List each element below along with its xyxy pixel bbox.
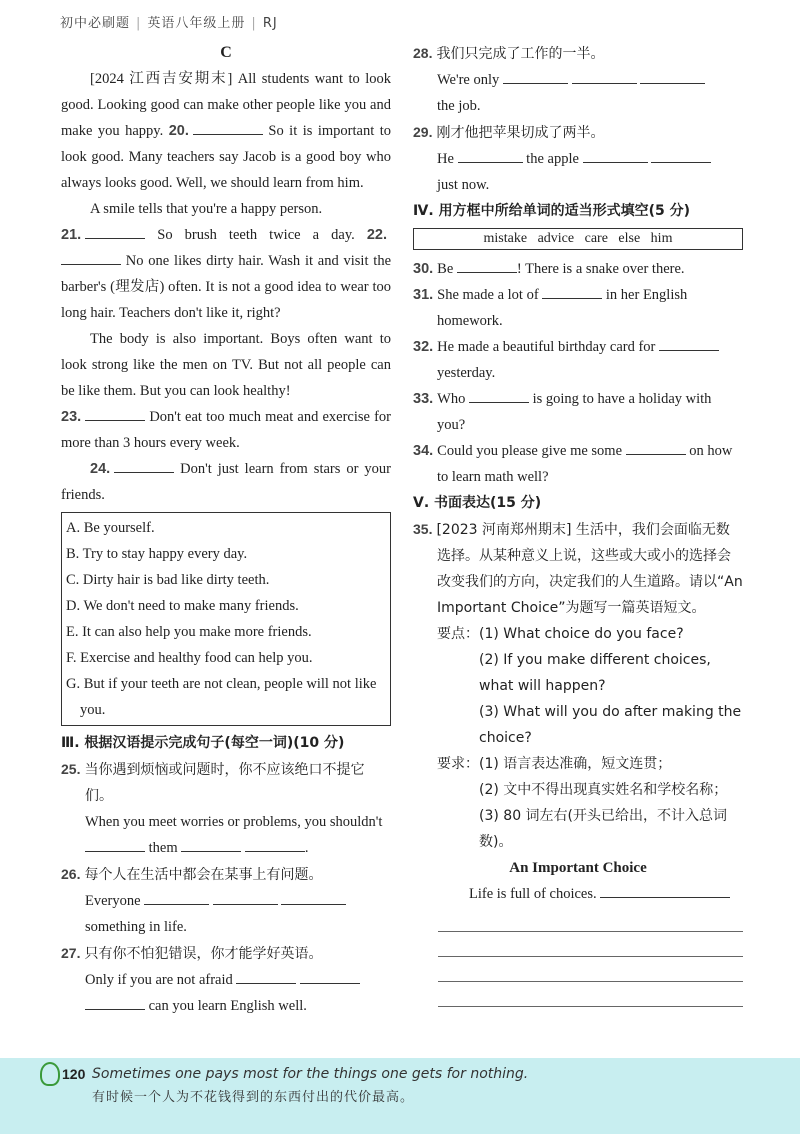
- question-28-en: We're only the job.: [413, 67, 743, 119]
- blank-29a[interactable]: [458, 146, 523, 163]
- blank-28c[interactable]: [640, 67, 705, 84]
- option-c: C. Dirty hair is bad like dirty teeth.: [66, 572, 270, 588]
- blank-27c[interactable]: [85, 993, 145, 1010]
- question-31: 31. She made a lot of in her English homework.: [413, 282, 743, 334]
- blank-23[interactable]: [85, 404, 145, 421]
- section-4-title: Ⅳ. 用方框中所给单词的适当形式填空(5 分): [413, 203, 690, 219]
- passage-para-4: 24. Don't just learn from stars or your friends.: [61, 456, 391, 508]
- blank-26a[interactable]: [144, 888, 209, 905]
- section-c-title: C: [220, 44, 232, 61]
- subject-name: 英语八年级上册: [147, 16, 246, 31]
- essay-line-4[interactable]: [438, 982, 743, 1007]
- passage-para-3b: 23. Don't eat too much meat and exercise for more than 3 hours every week.: [61, 404, 391, 456]
- essay-line-3[interactable]: [438, 957, 743, 982]
- blank-31[interactable]: [542, 282, 602, 299]
- page-header: 初中必刷题 | 英语八年级上册 | RJ: [60, 16, 278, 31]
- option-b: B. Try to stay happy every day.: [66, 546, 248, 562]
- points: 要点：(1) What choice do you face? (2) If you make different choices, what will happen? (3) What will you do after making the choice?: [437, 626, 742, 746]
- blank-25c[interactable]: [245, 835, 305, 852]
- proverb-en: Sometimes one pays most for the things one gets for nothing.: [92, 1066, 529, 1082]
- passage-para-2b: 21. So brush teeth twice a day. 22. No one likes dirty hair. Wash it and visit the barber's (理发店) often. It is not a good idea to wear too long hair. Teachers don't like it, right?: [61, 222, 391, 326]
- word-box: mistake advice care else him: [413, 228, 743, 250]
- blank-32[interactable]: [659, 334, 719, 351]
- blank-25b[interactable]: [181, 835, 241, 852]
- question-27-en: Only if you are not afraid can you learn English well.: [61, 967, 391, 1019]
- option-d: D. We don't need to make many friends.: [66, 598, 299, 614]
- blank-28b[interactable]: [572, 67, 637, 84]
- blank-26b[interactable]: [213, 888, 278, 905]
- question-28: 28. 我们只完成了工作的一半。: [413, 45, 605, 62]
- passage-para-2: A smile tells that you're a happy person.: [90, 201, 323, 217]
- essay-start: Life is full of choices.: [413, 881, 743, 907]
- essay-line-2[interactable]: [438, 932, 743, 957]
- section-5-title: Ⅴ. 书面表达(15 分): [413, 495, 542, 511]
- passage-para-1: [2024 江西吉安期末] All students want to look good. Looking good can make other people like you and make you happy. 20. So it is important to look good. Many teachers say Jacob is a good boy who always looks good. Well, we should learn from him.: [61, 71, 391, 191]
- essay-line-0[interactable]: [600, 881, 730, 898]
- proverb-zh: 有时候一个人为不花钱得到的东西付出的代价最高。: [92, 1090, 415, 1105]
- page-number: 120: [62, 1066, 86, 1082]
- options-box: [61, 512, 391, 726]
- blank-24[interactable]: [114, 456, 174, 473]
- blank-27b[interactable]: [300, 967, 360, 984]
- blank-28a[interactable]: [503, 67, 568, 84]
- essay-line-1[interactable]: [438, 907, 743, 932]
- passage-para-3: The body is also important. Boys often want to look strong like the men on TV. But not all people can be like them. But you can look healthy!: [61, 331, 391, 399]
- question-34: 34. Could you please give me some on how to learn math well?: [413, 438, 743, 490]
- left-column: [61, 40, 391, 1019]
- option-g: G. But if your teeth are not clean, people will not like you.: [66, 676, 377, 718]
- essay-title: An Important Choice: [509, 860, 647, 876]
- blank-27a[interactable]: [236, 967, 296, 984]
- lightbulb-icon: [40, 1062, 60, 1086]
- question-29-en: He the apple just now.: [413, 146, 743, 198]
- right-column: [413, 40, 743, 1007]
- question-26-en: Everyone something in life.: [61, 888, 391, 940]
- question-35: 35. [2023 河南郑州期末] 生活中，我们会面临无数选择。从某种意义上说，这些或大或小的选择会改变我们的方向，决定我们的人生道路。请以“An Important Choice”为题写一篇英语短文。: [413, 521, 743, 616]
- edition: RJ: [262, 16, 278, 31]
- question-25-en: When you meet worries or problems, you shouldn't them .: [85, 814, 383, 856]
- blank-26c[interactable]: [281, 888, 346, 905]
- question-26: 26. 每个人在生活中都会在某事上有问题。: [61, 866, 323, 883]
- book-name: 初中必刷题: [60, 16, 131, 31]
- blank-25a[interactable]: [85, 835, 145, 852]
- question-25: 25. 当你遇到烦恼或问题时，你不应该绝口不提它们。: [61, 761, 365, 804]
- blank-34[interactable]: [626, 438, 686, 455]
- question-30: 30. Be ! There is a snake over there.: [413, 256, 743, 282]
- question-32: 32. He made a beautiful birthday card for yesterday.: [413, 334, 743, 386]
- question-29: 29. 刚才他把苹果切成了两半。: [413, 124, 605, 141]
- blank-21[interactable]: [85, 222, 145, 239]
- blank-20[interactable]: [193, 118, 263, 135]
- requirements: 要求：(1) 语言表达准确，短文连贯； (2) 文中不得出现真实姓名和学校名称； (3) 80 词左右(开头已给出，不计入总词数)。: [437, 756, 728, 850]
- blank-29b[interactable]: [583, 146, 648, 163]
- option-a: A. Be yourself.: [66, 520, 155, 536]
- option-f: F. Exercise and healthy food can help you.: [66, 650, 313, 666]
- section-3-title: Ⅲ. 根据汉语提示完成句子(每空一词)(10 分): [61, 735, 345, 751]
- option-e: E. It can also help you make more friends.: [66, 624, 312, 640]
- blank-29c[interactable]: [651, 146, 711, 163]
- blank-30[interactable]: [457, 256, 517, 273]
- question-33: 33. Who is going to have a holiday with you?: [413, 386, 743, 438]
- page-footer: [0, 1058, 800, 1134]
- question-27: 27. 只有你不怕犯错误，你才能学好英语。: [61, 945, 323, 962]
- blank-33[interactable]: [469, 386, 529, 403]
- blank-22[interactable]: [61, 248, 121, 265]
